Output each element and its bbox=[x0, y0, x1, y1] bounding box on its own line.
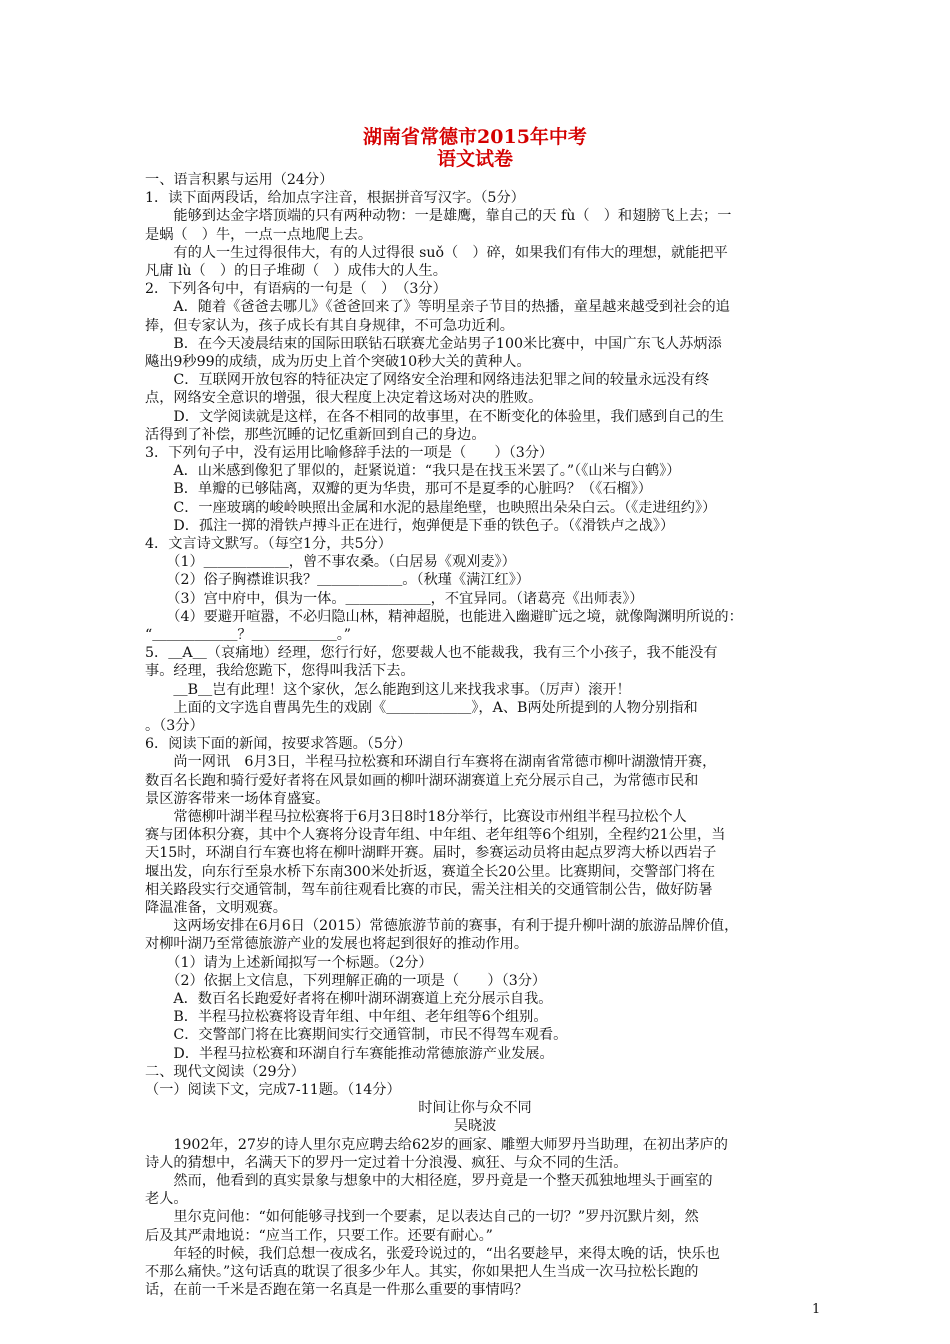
text-line: 景区游客带来一场体育盛宴。 bbox=[145, 790, 330, 807]
text-line: D．文学阅读就是这样，在各不相同的故事里，在不断变化的体验里，我们感到自己的生 bbox=[145, 408, 724, 425]
text-line: 二、现代文阅读（29分） bbox=[145, 1063, 305, 1080]
text-line: 2．下列各句中，有语病的一句是（ ） （3分） bbox=[145, 281, 447, 298]
text-line: C．互联网开放包容的特征决定了网络安全治理和网络违法犯罪之间的较量永远没有终 bbox=[145, 372, 710, 389]
text-line: 相关路段实行交通管制，驾车前往观看比赛的市民，需关注相关的交通管制公告，做好防暑 bbox=[145, 881, 713, 898]
text-line: （1）请为上述新闻拟写一个标题。（2分） bbox=[145, 954, 433, 971]
text-line: 不那么痛快。”这句话真的耽误了很多少年人。其实，你如果把人生当成一次马拉松长跑的 bbox=[145, 1264, 699, 1280]
text-line: A．数百名长跑爱好者将在柳叶湖环湖赛道上充分展示自我。 bbox=[145, 991, 553, 1007]
text-line: （1）＿＿＿＿＿＿，曾不事农桑。（白居易《观刈麦》） bbox=[145, 554, 516, 571]
text-line: 4．文言诗文默写。（每空1分，共5分） bbox=[145, 536, 392, 552]
text-line: B．在今天凌晨结束的国际田联钻石联赛尤金站男子100米比赛中，中国广东飞人苏炳添 bbox=[145, 335, 722, 352]
text-line: A．随着《爸爸去哪儿》《爸爸回来了》等明星亲子节目的热播，童星越来越受到社会的追 bbox=[145, 299, 730, 316]
text-line: 老人。 bbox=[145, 1191, 188, 1208]
text-line: 6．阅读下面的新闻，按要求答题。（5分） bbox=[145, 736, 412, 753]
text-line: 一、语言积累与运用（24分） bbox=[145, 172, 334, 188]
text-line: 3．下列句子中，没有运用比喻修辞手法的一项是（ ）（3分） bbox=[145, 445, 554, 461]
text-line: （4）要避开喧嚣，不必归隐山林，精神超脱，也能进入幽避旷远之境，就像陶渊明所说的： bbox=[145, 608, 743, 625]
text-line: D．半程马拉松赛和环湖自行车赛能推动常德旅游产业发展。 bbox=[145, 1045, 554, 1062]
page-title-line2: 语文试卷 bbox=[436, 148, 513, 170]
text-line: （2）依据上文信息，下列理解正确的一项是（ ）（3分） bbox=[145, 972, 547, 989]
text-line: 活得到了补偿，那些沉睡的记忆重新回到自己的身边。 bbox=[145, 426, 486, 443]
text-line: 1902年，27岁的诗人里尔克应聘去给62岁的画家、雕塑大师罗丹当助理，在初出茅庐的 bbox=[145, 1136, 728, 1153]
text-line: 捧，但专家认为，孩子成长有其自身规律，不可急功近利。 bbox=[145, 317, 514, 334]
text-line: B．半程马拉松赛将设青年组、中年组、老年组等6个组别。 bbox=[145, 1009, 548, 1026]
text-line: 这两场安排在6月6日（2015）常德旅游节前的赛事，有利于提升柳叶湖的旅游品牌价值， bbox=[145, 918, 739, 935]
text-line: C．交警部门将在比赛期间实行交通管制，市民不得驾车观看。 bbox=[145, 1027, 568, 1044]
text-line: B．单瓣的已够陆离，双瓣的更为华贵，那可不是夏季的心脏吗？（《石榴》） bbox=[145, 481, 652, 498]
text-line: （2）俗子胸襟谁识我？＿＿＿＿＿＿。（秋瑾《满江红》） bbox=[145, 572, 530, 589]
text-line: 事。经理，我给您跪下，您得叫我活下去。 bbox=[145, 663, 415, 680]
text-line: 天15时，环湖自行车赛也将在柳叶湖畔开赛。届时，参赛运动员将由起点罗湾大桥以西岩子 bbox=[145, 845, 717, 862]
text-line: 堰出发，向东行至泉水桥下东南300米处折返，赛道全长20公里。比赛期间，交警部门将在 bbox=[145, 863, 716, 880]
text-line: 常德柳叶湖半程马拉松赛将于6月3日8时18分举行，比赛设市州组半程马拉松个人 bbox=[145, 809, 687, 825]
text-line: 里尔克问他：“如何能够寻找到一个要素，足以表达自己的一切？”罗丹沉默片刻，然 bbox=[145, 1209, 699, 1226]
text-line: 吴晓波 bbox=[453, 1118, 497, 1135]
text-line: ＿B＿岂有此理！这个家伙，怎么能跑到这儿来找我求事。（厉声）滚开！ bbox=[145, 681, 631, 698]
page-number: 1 bbox=[812, 1302, 821, 1317]
text-line: 数百名长跑和骑行爱好者将在风景如画的柳叶湖环湖赛道上充分展示自己，为常德市民和 bbox=[145, 772, 699, 789]
text-line: 时间让你与众不同 bbox=[418, 1100, 532, 1117]
text-line: 有的人一生过得很伟大，有的人过得很 suǒ（ ）碎，如果我们有伟大的理想，就能把平 bbox=[145, 244, 728, 261]
page-title-line1: 湖南省常德市2015年中考 bbox=[363, 126, 587, 148]
text-line: A．山米感到像犯了罪似的，赶紧说道：“我只是在找玉米罢了。”（《山米与白鹤》） bbox=[145, 463, 681, 480]
text-line: 诗人的猜想中，名满天下的罗丹一定过着十分浪漫、疯狂、与众不同的生活。 bbox=[145, 1154, 628, 1171]
text-line: “＿＿＿＿＿＿？＿＿＿＿＿＿。” bbox=[145, 627, 352, 643]
text-line: 点，网络安全意识的增强，很大程度上决定着这场对决的胜败。 bbox=[145, 390, 543, 407]
text-line: 赛与团体积分赛，其中个人赛将分设青年组、中年组、老年组等6个组别，全程约21公里，当 bbox=[145, 827, 726, 844]
text-line: 1．读下面两段话，给加点字注音，根据拼音写汉字。（5分） bbox=[145, 190, 525, 207]
text-line: 降温准备，文明观赛。 bbox=[145, 900, 287, 916]
text-line: 是蜗（ ）牛，一点一点地爬上去。 bbox=[145, 226, 373, 243]
text-line: （一）阅读下文，完成7-11题。（14分） bbox=[145, 1082, 401, 1098]
text-line: 年轻的时候，我们总想一夜成名，张爱玲说过的，“出名要趁早，来得太晚的话，快乐也 bbox=[145, 1245, 720, 1262]
text-line: 飚出9秒99的成绩，成为历史上首个突破10秒大关的黄种人。 bbox=[145, 354, 531, 370]
text-line: 话，在前一千米是否跑在第一名真是一件那么重要的事情吗？ bbox=[145, 1282, 529, 1299]
text-line: 后及其严肃地说：“应当工作，只要工作。还要有耐心。” bbox=[145, 1227, 493, 1244]
text-line: 上面的文字选自曹禺先生的戏剧《＿＿＿＿＿＿》，A、B两处所提到的人物分别指和 bbox=[145, 699, 698, 716]
text-line: 能够到达金字塔顶端的只有两种动物：一是雄鹰，靠自己的天 fù（ ）和翅膀飞上去；一 bbox=[145, 208, 732, 225]
text-line: 尚一网讯 6月3日，半程马拉松赛和环湖自行车赛将在湖南省常德市柳叶湖激情开赛， bbox=[145, 754, 717, 771]
text-line: 凡庸 lù（ ）的日子堆砌（ ）成伟大的人生。 bbox=[145, 263, 447, 279]
text-line: （3）宫中府中，俱为一体。＿＿＿＿＿＿，不宜异同。（诸葛亮《出师表》） bbox=[145, 590, 644, 607]
text-line: D．孤注一掷的滑铁卢搏斗正在进行，炮弹便是下垂的铁色子。（《滑铁卢之战》） bbox=[145, 517, 675, 534]
text-line: 对柳叶湖乃至常德旅游产业的发展也将起到很好的推动作用。 bbox=[145, 936, 529, 953]
text-line: 5．＿A＿（哀痛地）经理，您行行好，您要裁人也不能裁我，我有三个小孩子，我不能没有 bbox=[145, 645, 718, 662]
text-line: 然而，他看到的真实景象与想象中的大相径庭，罗丹竟是一个整天孤独地埋头于画室的 bbox=[145, 1173, 713, 1189]
text-line: C．一座玻璃的峻岭映照出金属和水泥的悬崖绝壁，也映照出朵朵白云。（《走进纽约》） bbox=[145, 499, 717, 516]
text-line: 。（3分） bbox=[145, 718, 204, 734]
